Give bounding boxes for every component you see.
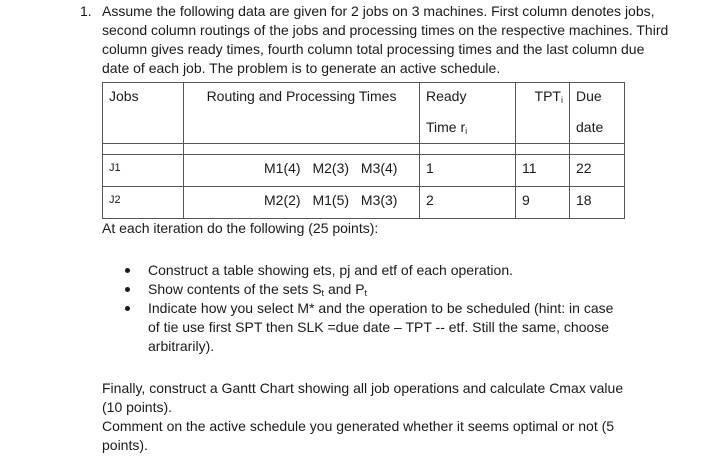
header-routing: Routing and Processing Times xyxy=(184,83,420,115)
op: M3(4) xyxy=(360,160,398,176)
question-intro xyxy=(102,2,702,78)
header-due-date: date xyxy=(570,114,625,144)
bullet-text: Show contents of the sets $S_t$ and $P_t$ xyxy=(148,281,368,298)
header-jobs: Jobs xyxy=(103,83,184,115)
final-line: points). xyxy=(102,437,148,453)
cell-due: 22 xyxy=(570,155,625,187)
intro-line: column gives ready times, fourth column total processing times and the last column due xyxy=(102,41,645,57)
header-ready-sub: i xyxy=(465,126,468,136)
op: M2(2) xyxy=(264,192,301,208)
bullet-line: of tie use first SPT then SLK =due date – TPT -- etf. Still the same, choose xyxy=(148,319,610,335)
bullet-line: arbitrarily). xyxy=(148,338,215,354)
cell-ready: 1 xyxy=(420,155,516,187)
cell-tpt: 9 xyxy=(516,187,570,219)
op: M2(3) xyxy=(312,160,350,176)
header-ready: Ready xyxy=(420,83,516,115)
bullet-icon xyxy=(125,268,130,273)
final-line: Finally, construct a Gantt Chart showing all job operations and calculate Cmax value xyxy=(102,380,624,396)
cell-tpt: 11 xyxy=(516,155,570,187)
list-item xyxy=(102,261,662,280)
list-item xyxy=(102,299,662,356)
job-data-table xyxy=(102,82,625,219)
cell-job: J2 xyxy=(103,187,184,219)
header-ready-time-label: Time r xyxy=(426,119,466,135)
cell-job: J1 xyxy=(103,155,184,187)
bullet-icon xyxy=(125,306,130,311)
header-tpt-sub: i xyxy=(561,95,563,105)
bullet-icon xyxy=(125,287,130,292)
table-row xyxy=(103,155,625,187)
intro-line: second column routings of the jobs and processing times on the respective machines. Third xyxy=(102,22,669,38)
header-tpt xyxy=(516,83,570,115)
table-header-row-2 xyxy=(103,114,625,144)
op: M1(5) xyxy=(312,192,350,208)
final-instructions xyxy=(102,379,702,455)
task-bullet-list xyxy=(102,261,662,356)
header-due: Due xyxy=(570,83,625,115)
table-row xyxy=(103,187,625,219)
cell-routing xyxy=(184,155,420,187)
intro-line: date of each job. The problem is to generate an active schedule. xyxy=(102,60,501,76)
list-item xyxy=(102,280,662,299)
header-ready-time xyxy=(420,114,516,144)
cell-ready: 2 xyxy=(420,187,516,219)
question-number: 1. xyxy=(80,3,92,19)
bullet-line: Indicate how you select M* and the operation to be scheduled (hint: in case xyxy=(148,300,614,316)
table-header-row xyxy=(103,83,625,115)
final-line: (10 points). xyxy=(102,399,173,415)
intro-line: Assume the following data are given for 2 jobs on 3 machines. First column denotes jobs, xyxy=(102,3,655,19)
op: M1(4) xyxy=(264,160,301,176)
header-tpt-label: TPT xyxy=(534,88,561,104)
op: M3(3) xyxy=(360,192,398,208)
final-line: Comment on the active schedule you generated whether it seems optimal or not (5 xyxy=(102,418,615,434)
cell-due: 18 xyxy=(570,187,625,219)
bullet-text: Construct a table showing ets, pj and etf of each operation. xyxy=(148,262,514,278)
cell-routing xyxy=(184,187,420,219)
iteration-instruction: At each iteration do the following (25 points): xyxy=(102,220,379,236)
